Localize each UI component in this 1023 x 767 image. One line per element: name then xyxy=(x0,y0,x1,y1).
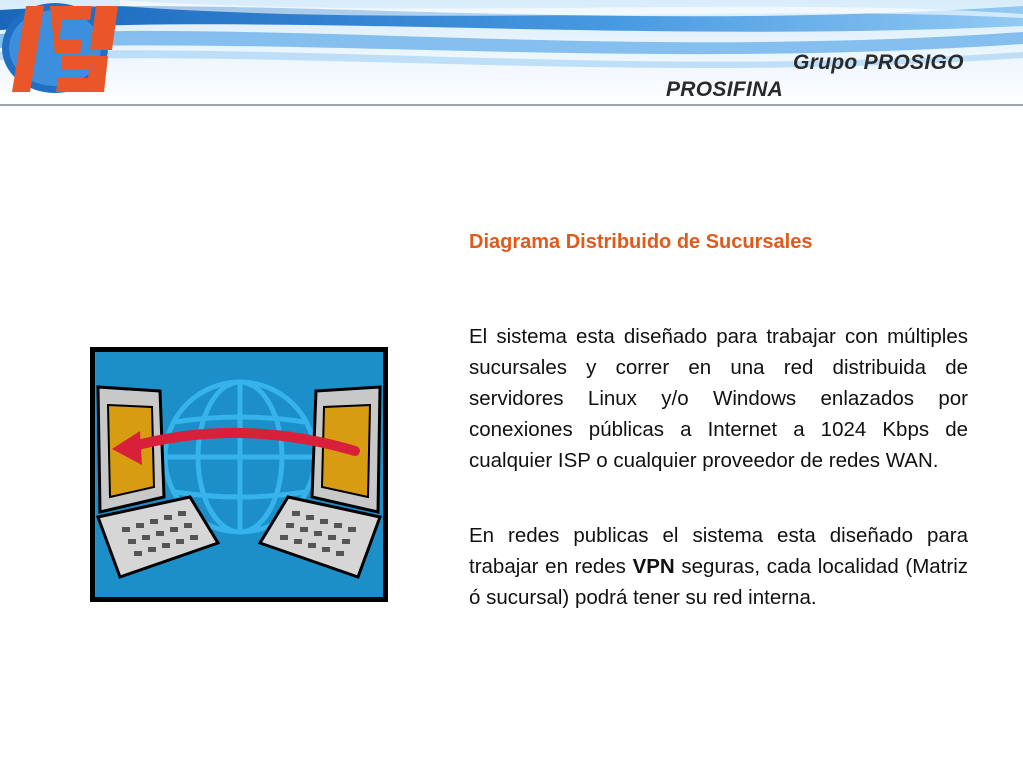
vpn-keyword: VPN xyxy=(632,555,675,578)
header-divider xyxy=(0,104,1023,106)
brand-name-prosifina: PROSIFINA xyxy=(666,78,784,101)
network-computers-globe-icon xyxy=(90,347,388,602)
paragraph-vpn-text-end: seguras, cada localidad (Matriz ó sucursal) podrá tener su red interna. xyxy=(469,555,969,609)
prosigo-logo-icon xyxy=(0,0,122,96)
slide-title: Diagrama Distribuido de Sucursales xyxy=(469,231,813,253)
paragraph-multisucursal: El sistema esta diseñado para trabajar con múltiples sucursales y correr en una red distribuida de servidores Linux y/o Windows enlazados por conexiones públicas a Internet a 1024 Kbps de cualquier ISP o cualquier proveedor de redes WAN. xyxy=(469,325,968,472)
paragraph-vpn xyxy=(469,520,968,613)
paragraph-vpn-text-start: En redes publicas el sistema esta diseñado para trabajar en redes xyxy=(469,524,968,578)
slide-header xyxy=(0,0,1023,106)
brand-name-grupo: Grupo PROSIGO xyxy=(793,51,964,74)
